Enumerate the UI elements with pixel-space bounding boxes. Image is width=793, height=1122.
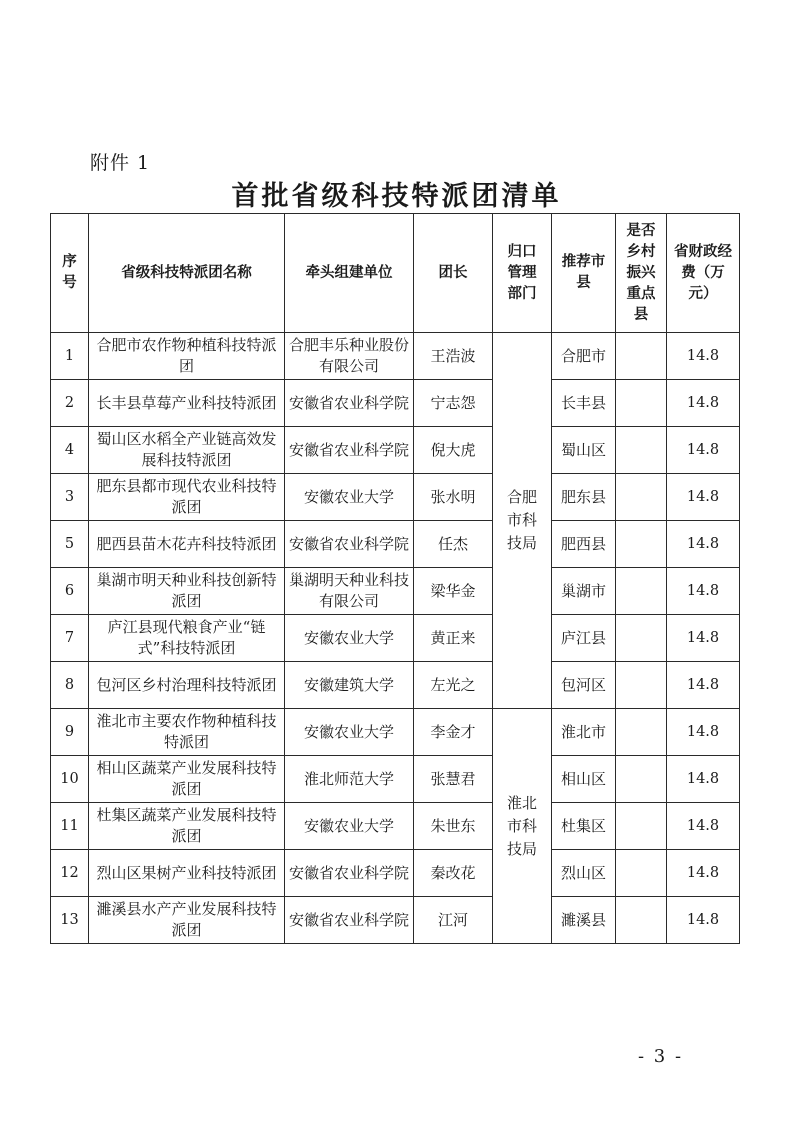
- row-funds: 14.8: [667, 756, 740, 803]
- row-team-name: 庐江县现代粮食产业“链式”科技特派团: [89, 615, 285, 662]
- row-lead-unit: 安徽农业大学: [285, 474, 414, 521]
- row-team-name: 相山区蔬菜产业发展科技特派团: [89, 756, 285, 803]
- table-row: [51, 333, 740, 380]
- row-leader: 朱世东: [414, 803, 493, 850]
- row-team-name: 濉溪县水产产业发展科技特派团: [89, 897, 285, 944]
- row-team-name: 巢湖市明天种业科技创新特派团: [89, 568, 285, 615]
- row-leader: 左光之: [414, 662, 493, 709]
- row-county: 长丰县: [552, 380, 616, 427]
- row-key-county: [616, 615, 667, 662]
- row-leader: 张水明: [414, 474, 493, 521]
- document-title: 首批省级科技特派团清单: [231, 181, 562, 212]
- row-seq: 12: [51, 850, 89, 897]
- row-county: 庐江县: [552, 615, 616, 662]
- row-team-name: 长丰县草莓产业科技特派团: [89, 380, 285, 427]
- attachment-label: 附件 1: [90, 152, 151, 174]
- row-leader: 李金才: [414, 709, 493, 756]
- header-seq: 序号: [51, 214, 89, 333]
- header-name: 省级科技特派团名称: [89, 214, 285, 333]
- row-lead-unit: 安徽省农业科学院: [285, 380, 414, 427]
- header-unit: 牵头组建单位: [285, 214, 414, 333]
- row-leader: 宁志怨: [414, 380, 493, 427]
- row-lead-unit: 安徽农业大学: [285, 803, 414, 850]
- row-leader: 江河: [414, 897, 493, 944]
- row-seq: 10: [51, 756, 89, 803]
- row-team-name: 蜀山区水稻全产业链高效发展科技特派团: [89, 427, 285, 474]
- row-lead-unit: 安徽农业大学: [285, 709, 414, 756]
- page-number: - 3 -: [638, 1046, 684, 1067]
- row-lead-unit: 淮北师范大学: [285, 756, 414, 803]
- row-seq: 6: [51, 568, 89, 615]
- row-funds: 14.8: [667, 521, 740, 568]
- row-county: 包河区: [552, 662, 616, 709]
- row-funds: 14.8: [667, 709, 740, 756]
- row-county: 肥西县: [552, 521, 616, 568]
- row-funds: 14.8: [667, 615, 740, 662]
- row-county: 淮北市: [552, 709, 616, 756]
- row-seq: 11: [51, 803, 89, 850]
- row-key-county: [616, 333, 667, 380]
- row-funds: 14.8: [667, 474, 740, 521]
- row-lead-unit: 合肥丰乐种业股份有限公司: [285, 333, 414, 380]
- row-lead-unit: 安徽省农业科学院: [285, 850, 414, 897]
- row-key-county: [616, 427, 667, 474]
- row-county: 巢湖市: [552, 568, 616, 615]
- row-county: 相山区: [552, 756, 616, 803]
- row-lead-unit: 安徽省农业科学院: [285, 521, 414, 568]
- row-funds: 14.8: [667, 662, 740, 709]
- row-lead-unit: 安徽建筑大学: [285, 662, 414, 709]
- row-leader: 任杰: [414, 521, 493, 568]
- header-key-county: 是否乡村振兴重点县: [616, 214, 667, 333]
- row-funds: 14.8: [667, 568, 740, 615]
- row-lead-unit: 安徽农业大学: [285, 615, 414, 662]
- row-seq: 5: [51, 521, 89, 568]
- row-key-county: [616, 568, 667, 615]
- header-dept: 归口管理部门: [493, 214, 552, 333]
- table-body: [51, 333, 740, 944]
- row-leader: 梁华金: [414, 568, 493, 615]
- row-department: 合肥市科技局: [493, 333, 552, 709]
- row-county: 烈山区: [552, 850, 616, 897]
- row-seq: 1: [51, 333, 89, 380]
- table-row: [51, 756, 740, 803]
- row-key-county: [616, 474, 667, 521]
- task-force-table: [50, 213, 740, 944]
- header-leader: 团长: [414, 214, 493, 333]
- row-key-county: [616, 709, 667, 756]
- row-key-county: [616, 803, 667, 850]
- row-funds: 14.8: [667, 897, 740, 944]
- row-seq: 4: [51, 427, 89, 474]
- row-leader: 张慧君: [414, 756, 493, 803]
- row-key-county: [616, 756, 667, 803]
- header-county: 推荐市县: [552, 214, 616, 333]
- row-team-name: 烈山区果树产业科技特派团: [89, 850, 285, 897]
- row-team-name: 淮北市主要农作物种植科技特派团: [89, 709, 285, 756]
- table-row: [51, 474, 740, 521]
- table-row: [51, 380, 740, 427]
- row-lead-unit: 安徽省农业科学院: [285, 897, 414, 944]
- row-funds: 14.8: [667, 380, 740, 427]
- row-county: 蜀山区: [552, 427, 616, 474]
- row-lead-unit: 巢湖明天种业科技有限公司: [285, 568, 414, 615]
- table-row: [51, 568, 740, 615]
- row-leader: 倪大虎: [414, 427, 493, 474]
- table-row: [51, 615, 740, 662]
- table-row: [51, 897, 740, 944]
- table-header-row: [51, 214, 740, 333]
- row-key-county: [616, 850, 667, 897]
- row-leader: 黄正来: [414, 615, 493, 662]
- table-row: [51, 709, 740, 756]
- row-key-county: [616, 897, 667, 944]
- row-team-name: 合肥市农作物种植科技特派团: [89, 333, 285, 380]
- row-seq: 9: [51, 709, 89, 756]
- row-key-county: [616, 662, 667, 709]
- row-key-county: [616, 380, 667, 427]
- row-funds: 14.8: [667, 850, 740, 897]
- row-county: 濉溪县: [552, 897, 616, 944]
- row-funds: 14.8: [667, 427, 740, 474]
- table-row: [51, 521, 740, 568]
- row-team-name: 包河区乡村治理科技特派团: [89, 662, 285, 709]
- row-county: 肥东县: [552, 474, 616, 521]
- row-department: 淮北市科技局: [493, 709, 552, 944]
- row-leader: 秦改花: [414, 850, 493, 897]
- table-row: [51, 427, 740, 474]
- row-seq: 13: [51, 897, 89, 944]
- row-team-name: 肥西县苗木花卉科技特派团: [89, 521, 285, 568]
- row-seq: 8: [51, 662, 89, 709]
- table-row: [51, 662, 740, 709]
- row-seq: 3: [51, 474, 89, 521]
- header-funds: 省财政经费（万元）: [667, 214, 740, 333]
- row-funds: 14.8: [667, 333, 740, 380]
- row-team-name: 杜集区蔬菜产业发展科技特派团: [89, 803, 285, 850]
- row-county: 合肥市: [552, 333, 616, 380]
- row-seq: 7: [51, 615, 89, 662]
- row-leader: 王浩波: [414, 333, 493, 380]
- row-funds: 14.8: [667, 803, 740, 850]
- row-key-county: [616, 521, 667, 568]
- table-row: [51, 803, 740, 850]
- row-team-name: 肥东县都市现代农业科技特派团: [89, 474, 285, 521]
- row-seq: 2: [51, 380, 89, 427]
- table-row: [51, 850, 740, 897]
- row-lead-unit: 安徽省农业科学院: [285, 427, 414, 474]
- row-county: 杜集区: [552, 803, 616, 850]
